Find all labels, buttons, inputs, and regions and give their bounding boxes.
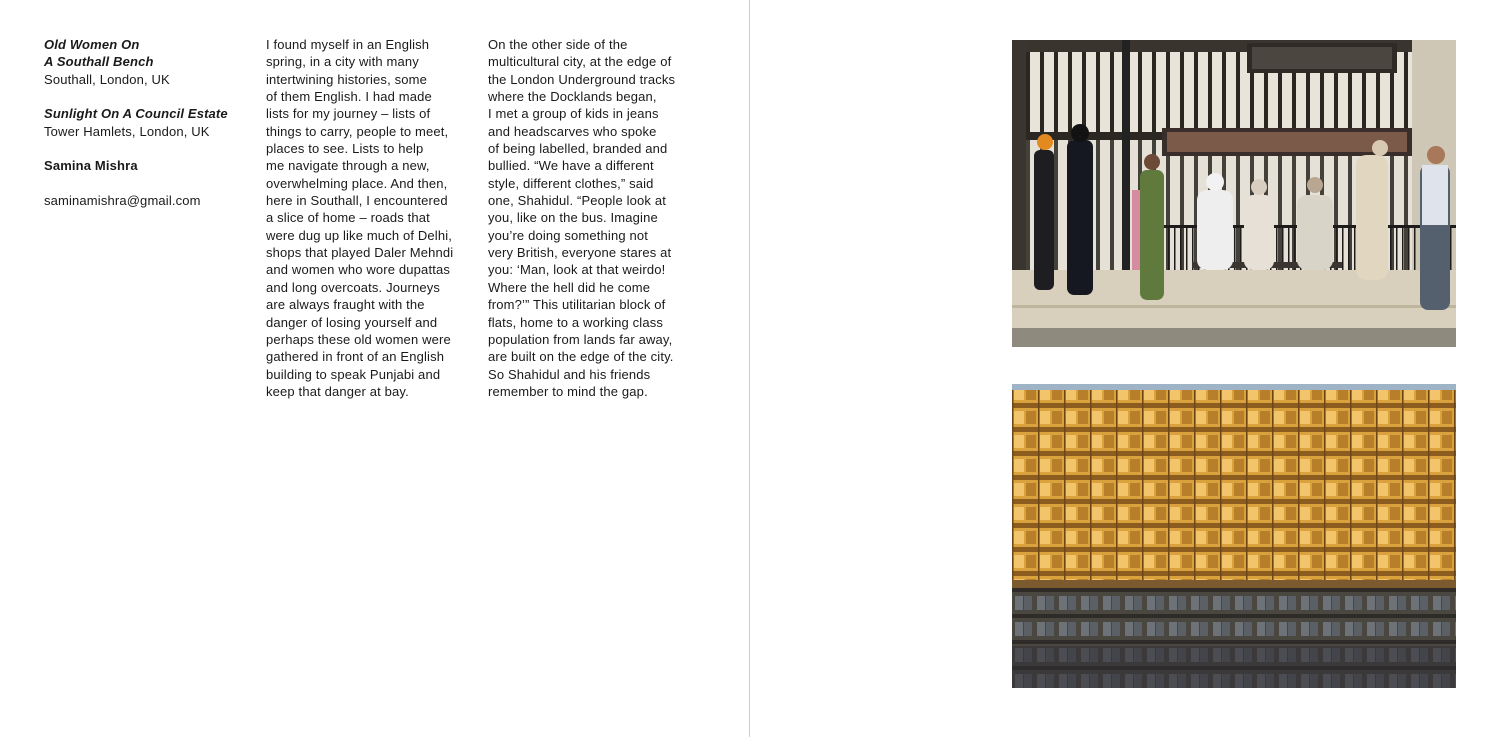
text-line: I found myself in an English <box>266 37 430 52</box>
text-line: lists for my journey – lists of <box>266 106 431 122</box>
text-line: and long overcoats. Journeys <box>266 279 441 295</box>
text-line: Where the hell did he come <box>488 279 651 295</box>
text-line: flats, home to a working class <box>488 314 664 330</box>
council-estate-facade <box>1012 384 1456 688</box>
photo1-title-line-1: Old Women On <box>44 37 140 52</box>
photo1-title-line-2: A Southall Bench <box>44 54 154 70</box>
text-line: here in Southall, I encountered <box>266 193 448 209</box>
text-line: you: ‘Man, look at that weirdo! <box>488 262 666 278</box>
text-line: were dug up like much of Delhi, <box>266 227 453 243</box>
text-line: the London Underground tracks <box>488 71 676 87</box>
text-line: On the other side of the <box>488 37 628 52</box>
text-line: places to see. Lists to help <box>266 141 424 157</box>
text-line: you, like on the bus. Imagine <box>488 210 658 226</box>
photo-southall-bench <box>1012 40 1456 347</box>
photo2-title: Sunlight On A Council Estate <box>44 106 228 122</box>
text-line: gathered in front of an English <box>266 349 445 365</box>
text-line: me navigate through a new, <box>266 158 430 174</box>
author-email: saminamishra@gmail.com <box>44 193 201 209</box>
text-line: perhaps these old women were <box>266 331 451 347</box>
photo1-place: Southall, London, UK <box>44 71 170 87</box>
text-line: are always fraught with the <box>266 297 425 313</box>
southall-street-scene <box>1012 40 1456 347</box>
text-line: overwhelming place. And then, <box>266 175 448 191</box>
text-line: danger of losing yourself and <box>266 314 438 330</box>
text-line: keep that danger at bay. <box>266 383 409 399</box>
text-line: of being labelled, branded and <box>488 141 668 157</box>
text-line: things to carry, people to meet, <box>266 123 449 139</box>
body-text-column-2 <box>488 36 693 400</box>
text-line: So Shahidul and his friends <box>488 366 651 382</box>
text-line: and women who wore dupattas <box>266 262 450 278</box>
spacer <box>44 88 244 105</box>
text-line: bullied. “We have a different <box>488 158 654 174</box>
text-line: where the Docklands began, <box>488 89 657 105</box>
text-line: a slice of home – roads that <box>266 210 430 226</box>
text-line: are built on the edge of the city. <box>488 349 674 365</box>
text-line: multicultural city, at the edge of <box>488 54 672 70</box>
text-line: style, different clothes,” said <box>488 175 654 191</box>
text-line: remember to mind the gap. <box>488 383 648 399</box>
text-line: population from lands far away, <box>488 331 673 347</box>
text-line: intertwining histories, some <box>266 71 427 87</box>
author-name: Samina Mishra <box>44 158 138 174</box>
text-line: spring, in a city with many <box>266 54 419 70</box>
text-line: of them English. I had made <box>266 89 432 105</box>
text-line: very British, everyone stares at <box>488 245 672 261</box>
spacer <box>44 140 244 157</box>
page-gutter <box>749 0 750 737</box>
spacer <box>44 175 244 192</box>
text-line: shops that played Daler Mehndi <box>266 245 454 261</box>
text-line: and headscarves who spoke <box>488 123 657 139</box>
photo2-place: Tower Hamlets, London, UK <box>44 123 210 139</box>
body-text-column-1 <box>266 36 471 400</box>
text-line: building to speak Punjabi and <box>266 366 441 382</box>
caption-column <box>44 36 244 209</box>
text-line: from?’” This utilitarian block of <box>488 297 666 313</box>
text-line: one, Shahidul. “People look at <box>488 193 666 209</box>
text-line: you’re doing something not <box>488 227 649 243</box>
photo-council-estate <box>1012 384 1456 688</box>
text-line: I met a group of kids in jeans <box>488 106 659 122</box>
